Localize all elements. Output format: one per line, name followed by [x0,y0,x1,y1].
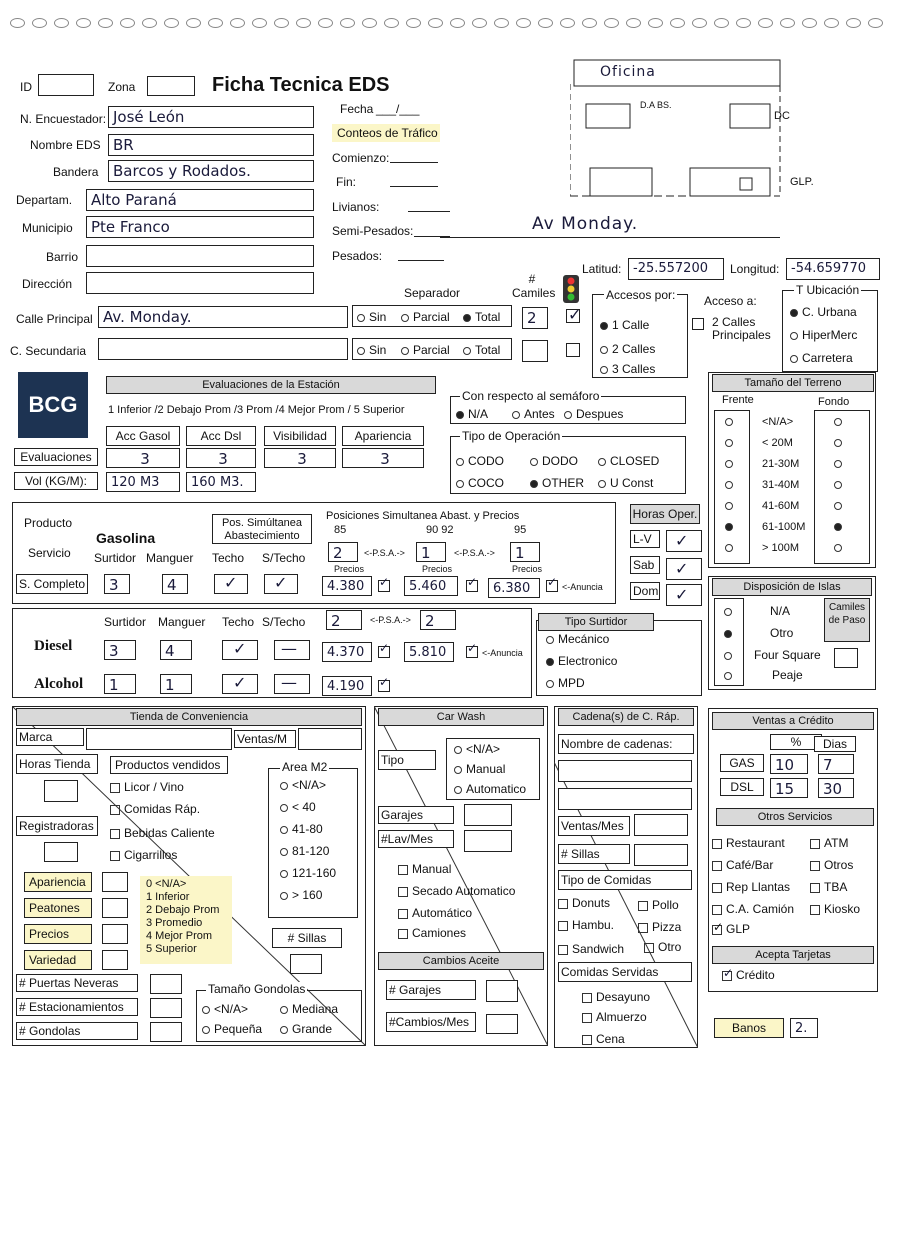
spiral-ring [10,18,25,28]
municipio-label: Municipio [22,221,73,235]
tienda-scale-item: 2 Debajo Prom [146,904,220,916]
col-apariencia: Apariencia [342,426,424,446]
terreno-option-label: > 100M [762,542,799,554]
comienzo-label: Comienzo: [332,151,390,165]
trafico-title: Conteos de Tráfico [337,126,438,140]
credito-dsl-pct[interactable]: 15 [770,778,808,798]
frente-radio[interactable] [725,523,733,531]
area-option[interactable]: < 40 [280,800,316,814]
gas-surtidor[interactable]: 3 [104,574,130,594]
acceso-a-label: Acceso a: [704,294,757,308]
eval-title: Evaluaciones de la Estación [106,376,436,394]
spiral-ring [362,18,377,28]
tienda-scale-item: 4 Mejor Prom [146,930,213,942]
spiral-ring [230,18,245,28]
area-option[interactable]: <N/A> [280,778,326,792]
spiral-ring [318,18,333,28]
calle-field[interactable]: Av. Monday. [98,306,348,328]
vol-dsl[interactable]: 160 M3. [186,472,256,492]
otros-item[interactable]: Restaurant [712,836,785,850]
tienda-eval-label: Precios [24,924,92,944]
spiral-ring [76,18,91,28]
otros-item[interactable]: C.A. Camión [712,902,794,916]
fondo-radio[interactable] [834,481,842,489]
gas-techo[interactable]: ✓ [214,574,248,594]
acceso-2[interactable]: 2 Calles [612,342,656,356]
spiral-ring [692,18,707,28]
spiral-ring [538,18,553,28]
terreno-title: Tamaño del Terreno [712,374,874,392]
spiral-ring [560,18,575,28]
spiral-ring [626,18,641,28]
tienda-eval-label: Variedad [24,950,92,970]
alc-surtidor[interactable]: 1 [104,674,136,694]
area-option[interactable]: > 160 [280,888,322,902]
terreno-option-label: <N/A> [762,416,794,428]
area-option[interactable]: 81-120 [280,844,329,858]
check-row2[interactable] [566,343,580,357]
tienda-scale-item: 3 Promedio [146,917,203,929]
tienda-scale-item: 0 <N/A> [146,878,187,890]
marca-field[interactable] [86,728,232,750]
da-bs-label: D.A BS. [640,100,672,110]
spiral-ring [274,18,289,28]
depto-label: Departam. [16,193,73,207]
tarjetas-credito[interactable]: Crédito [736,968,775,982]
frente-radio[interactable] [725,418,733,426]
dos-calles-label: 2 Calles Principales [712,315,771,342]
col-acc-dsl: Acc Dsl [186,426,256,446]
municipio-field[interactable]: Pte Franco [86,216,314,238]
otros-item[interactable]: Kiosko [810,902,860,916]
camiles-paso-label: Camiles de Paso [824,598,870,642]
gas-price-90[interactable]: 5.460 [404,576,458,596]
semaforo-title: Con respecto al semáforo [462,389,600,403]
bandera-field[interactable]: Barcos y Rodados. [108,160,314,182]
spiral-ring [582,18,597,28]
op-codo[interactable]: CODO [468,454,504,468]
spiral-ring [846,18,861,28]
zona-field[interactable] [147,76,195,96]
spiral-ring [208,18,223,28]
eval-visibilidad[interactable]: 3 [264,448,336,468]
accesos-title: Accesos por: [606,288,676,302]
col-visibilidad: Visibilidad [264,426,336,446]
acceso-3[interactable]: 3 Calles [612,362,656,376]
spiral-ring [714,18,729,28]
oct-95: 95 [514,524,527,536]
alc-price[interactable]: 4.190 [322,676,372,696]
surtidor-header: Surtidor [94,551,137,565]
fondo-radio[interactable] [834,544,842,552]
scompleto-label: S. Completo [16,574,88,594]
gasolina-label: Gasolina [96,530,156,546]
spiral-ring [670,18,685,28]
ubic-hiper[interactable]: HiperMerc [802,328,858,342]
tienda-title: Tienda de Conveniencia [16,708,362,726]
spiral-ring [120,18,135,28]
spiral-ring [868,18,883,28]
area-option[interactable]: 121-160 [280,866,336,880]
frente-label: Frente [722,394,754,406]
direccion-field[interactable] [86,272,314,294]
fondo-label: Fondo [818,396,850,408]
spiral-ring [142,18,157,28]
semipesados-label: Semi-Pesados: [332,224,414,238]
diesel-label: Diesel [34,638,73,654]
bandera-label: Bandera [53,165,99,179]
islas-four[interactable]: Four Square [754,648,821,662]
gas-pos-90[interactable]: 1 [416,542,446,562]
ventas-field[interactable] [298,728,362,750]
csec-label: C. Secundaria [10,344,87,358]
col-acc-gasol: Acc Gasol [106,426,180,446]
barrio-field[interactable] [86,245,314,267]
aceite-cambios-field[interactable] [486,1014,518,1034]
zona-label: Zona [108,80,136,94]
op-dodo[interactable]: DODO [542,454,578,468]
csec-field[interactable] [98,338,348,360]
vol-label: Vol (KG/M): [14,472,98,490]
ubicacion-title: T Ubicación [796,283,860,297]
terreno-option-label: < 20M [762,437,793,449]
estac-field[interactable] [150,998,182,1018]
banos-label: Banos [714,1018,784,1038]
spiral-ring [472,18,487,28]
otros-item[interactable]: Café/Bar [712,858,773,872]
spiral-ring [648,18,663,28]
tienda-eval-field[interactable] [102,950,128,970]
pos-sim-header: Pos. Simúltanea Abastecimiento [212,514,312,544]
horas-tienda-field[interactable] [44,780,78,802]
id-field[interactable] [38,74,94,96]
puertas-field[interactable] [150,974,182,994]
tienda-eval-label: Apariencia [24,872,92,892]
op-other[interactable]: OTHER [542,476,584,490]
dsl-manguer[interactable]: 4 [160,640,192,660]
islas-na[interactable]: N/A [770,604,791,618]
ubic-carretera[interactable]: Carretera [802,351,853,365]
camiles-paso-field[interactable] [834,648,858,668]
dsl-price-1[interactable]: 4.370 [322,642,372,662]
lat-label: Latitud: [582,262,622,276]
eval-acc-gasol[interactable]: 3 [106,448,180,468]
terreno-option-label: 61-100M [762,521,806,533]
frente-radio[interactable] [725,481,733,489]
fondo-radio[interactable] [834,460,842,468]
tienda-scale-item: 1 Inferior [146,891,190,903]
surt-mpd[interactable]: MPD [558,676,585,690]
spiral-ring [516,18,531,28]
fondo-radio[interactable] [834,439,842,447]
alcohol-label: Alcohol [34,676,84,692]
terreno-option-label: 21-30M [762,458,800,470]
form-title: Ficha Tecnica EDS [212,74,390,96]
spiral-ring [340,18,355,28]
nombre-field[interactable]: BR [108,134,314,156]
spiral-ring [824,18,839,28]
otros-item[interactable]: Rep Llantas [712,880,790,894]
ubic-urbana[interactable]: C. Urbana [802,305,857,319]
spiral-ring [604,18,619,28]
pesados-label: Pesados: [332,249,383,263]
check-row1[interactable]: ✓ [568,305,582,324]
glp-label: GLP. [790,176,814,188]
camiles-row2[interactable] [522,340,548,362]
otros-item[interactable]: TBA [810,880,847,894]
oficina-label: Oficina [600,64,656,80]
horas-dom[interactable]: ✓ [666,584,702,606]
fin-label: Fin: [336,175,357,189]
spiral-ring [428,18,443,28]
frente-radio[interactable] [725,502,733,510]
frente-radio[interactable] [725,460,733,468]
aceite-title: Cambios Aceite [378,952,544,970]
fecha-value[interactable]: ___/___ [376,102,420,116]
separador-label: Separador [404,286,461,300]
acceso-1[interactable]: 1 Calle [612,318,650,332]
dsl-pos-2[interactable]: 2 [420,610,456,630]
lat-field[interactable]: -25.557200 [628,258,724,280]
horas-lv[interactable]: ✓ [666,530,702,552]
surt-mecanico[interactable]: Mecánico [558,632,610,646]
spiral-ring [54,18,69,28]
gas-pos-85[interactable]: 2 [328,542,358,562]
fondo-radio[interactable] [834,502,842,510]
tienda-eval-label: Peatones [24,898,92,918]
bcg-logo: BCG [18,372,88,438]
horas-title: Horas Oper. [630,504,700,524]
gas-pos-95[interactable]: 1 [510,542,540,562]
lon-field[interactable]: -54.659770 [786,258,880,280]
id-label: ID [20,80,32,94]
techo-header: Techo [212,551,245,565]
spiral-ring [802,18,817,28]
traffic-light-icon [560,274,582,304]
encuestador-label: N. Encuestador: [20,112,107,126]
alc-stecho[interactable]: — [274,674,310,694]
lon-label: Longitud: [730,262,780,276]
spiral-ring [450,18,465,28]
nombre-label: Nombre EDS [30,138,101,152]
camiles-row1[interactable]: 2 [522,307,548,329]
spiral-ring [780,18,795,28]
separador-row1[interactable]: Sin Parcial Total [352,305,512,327]
spiral-ring [296,18,311,28]
islas-title: Disposición de Islas [712,578,872,596]
frente-radio[interactable] [725,439,733,447]
op-coco[interactable]: COCO [468,476,504,490]
gas-price-85[interactable]: 4.380 [322,576,372,596]
tienda-scale-item: 5 Superior [146,943,197,955]
terreno-option-label: 31-40M [762,479,800,491]
sillas-field[interactable] [290,954,322,974]
aceite-garajes-field[interactable] [486,980,518,1002]
calle-label: Calle Principal [16,312,93,326]
otros-item[interactable]: Otros [810,858,853,872]
dsl-price-2[interactable]: 5.810 [404,642,454,662]
tienda-eval-field[interactable] [102,872,128,892]
camiles-label: # Camiles [512,272,556,300]
servicio-label: Servicio [28,546,71,560]
tienda-eval-field[interactable] [102,898,128,918]
credito-gas-pct[interactable]: 10 [770,754,808,774]
spiral-ring [98,18,113,28]
vol-gas[interactable]: 120 M3 [106,472,180,492]
oct-85: 85 [334,524,347,536]
dc-label: DC [774,110,790,122]
frente-radio[interactable] [725,544,733,552]
producto-label: Producto [24,516,73,530]
fecha-label: Fecha [340,102,374,116]
operacion-title: Tipo de Operación [462,429,561,443]
op-uconst[interactable]: U Const [610,476,654,490]
manguer-header: Manguer [146,551,194,565]
islas-peaje[interactable]: Peaje [772,668,803,682]
pos-prec-header: Posiciones Simultanea Abast. y Precios [326,510,520,522]
stecho-header: S/Techo [262,551,306,565]
surtidor-title: Tipo Surtidor [538,613,654,631]
dos-calles-check[interactable] [692,318,704,330]
livianos-label: Livianos: [332,200,380,214]
barrio-label: Barrio [46,250,79,264]
fondo-radio[interactable] [834,523,842,531]
semaforo-na[interactable]: N/A [468,407,489,421]
registradoras-field[interactable] [44,842,78,862]
avenida-label: Av Monday. [532,214,639,234]
eval-acc-dsl[interactable]: 3 [186,448,256,468]
horas-sab[interactable]: ✓ [666,558,702,580]
eval-apariencia[interactable]: 3 [342,448,424,468]
spiral-ring [406,18,421,28]
spiral-ring [736,18,751,28]
depto-field[interactable]: Alto Paraná [86,189,314,211]
banos-field[interactable]: 2. [790,1018,818,1038]
tienda-eval-field[interactable] [102,924,128,944]
otros-item[interactable]: ATM [810,836,848,850]
spiral-ring [252,18,267,28]
spiral-ring [384,18,399,28]
area-option[interactable]: 41-80 [280,822,323,836]
spiral-ring [758,18,773,28]
gas-manguer[interactable]: 4 [162,574,188,594]
op-closed[interactable]: CLOSED [610,454,660,468]
encuestador-field[interactable]: José León [108,106,314,128]
dsl-pos-1[interactable]: 2 [326,610,362,630]
eval-row-label: Evaluaciones [14,448,98,466]
credito-gas-dias[interactable]: 7 [818,754,854,774]
terreno-option-label: 41-60M [762,500,800,512]
direccion-label: Dirección [22,277,73,291]
fondo-radio[interactable] [834,418,842,426]
cw-garajes-field[interactable] [464,804,512,826]
separador-row2[interactable]: Sin Parcial Total [352,338,512,360]
dsl-surtidor[interactable]: 3 [104,640,136,660]
spiral-ring [32,18,47,28]
gondolas-field[interactable] [150,1022,182,1042]
spiral-ring [494,18,509,28]
oct-9092: 90 92 [426,524,454,536]
alc-manguer[interactable]: 1 [160,674,192,694]
surt-electronico[interactable]: Electronico [558,654,618,668]
dsl-stecho[interactable]: — [274,640,310,660]
semaforo-despues[interactable]: Despues [576,407,624,421]
dsl-techo[interactable]: ✓ [222,640,258,660]
gas-price-95[interactable]: 6.380 [488,578,540,598]
eval-scale: 1 Inferior /2 Debajo Prom /3 Prom /4 Mejor Prom / 5 Superior [108,404,405,416]
islas-otro[interactable]: Otro [770,626,794,640]
spiral-ring [186,18,201,28]
semaforo-antes[interactable]: Antes [524,407,555,421]
gas-stecho[interactable]: ✓ [264,574,298,594]
spiral-ring [164,18,179,28]
cw-lav-field[interactable] [464,830,512,852]
credito-dsl-dias[interactable]: 30 [818,778,854,798]
otros-item[interactable]: ✓ GLP [713,919,751,936]
alc-techo[interactable]: ✓ [222,674,258,694]
